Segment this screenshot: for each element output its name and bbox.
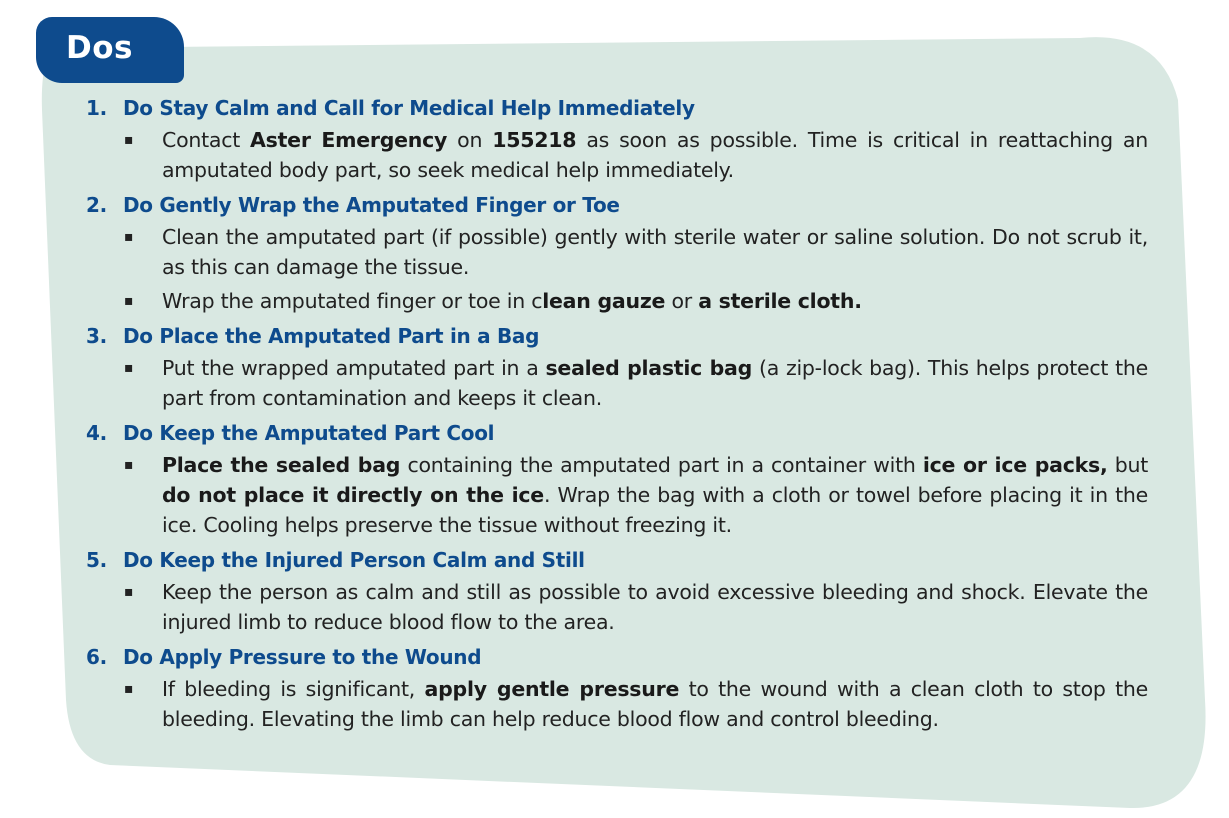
bold-text: apply gentle pressure <box>424 677 680 701</box>
body-text: as soon as possible. Time is critical in reattaching an amputated body part, so seek medical help immediately. <box>162 128 1148 182</box>
bullet-square-icon: ▪ <box>124 457 134 473</box>
bullet-square-icon: ▪ <box>124 132 134 148</box>
body-text: Contact <box>162 128 251 152</box>
bold-text: 155218 <box>492 128 577 152</box>
step-number: 4. <box>86 421 107 445</box>
body-text: . Wrap the bag with a cloth or towel before placing it in the ice. Cooling helps preserve the tissue without freezing it. <box>162 483 1148 537</box>
body-text: containing the amputated part in a container with <box>400 453 923 477</box>
step-6 <box>86 641 1148 734</box>
step-heading-text: Do Gently Wrap the Amputated Finger or Toe <box>123 193 620 217</box>
bold-text: Place the sealed bag <box>162 453 401 477</box>
body-text: (a zip-lock bag). This helps protect the part from contamination and keeps it clean. <box>162 356 1148 410</box>
bold-text: do not place it directly on the ice <box>162 483 544 507</box>
bullet-list <box>86 674 1148 734</box>
body-text: but <box>1107 453 1149 477</box>
dos-title-tab <box>36 17 184 83</box>
bullet-item <box>86 125 1148 185</box>
step-1 <box>86 92 1148 185</box>
step-heading <box>86 92 1148 125</box>
bullet-square-icon: ▪ <box>124 360 134 376</box>
bullet-list <box>86 222 1148 316</box>
bullet-item <box>86 286 1148 316</box>
bullet-square-icon: ▪ <box>124 229 134 245</box>
step-5 <box>86 544 1148 637</box>
step-4 <box>86 417 1148 540</box>
bullet-item <box>86 577 1148 637</box>
bullet-item <box>86 450 1148 540</box>
bold-text: ice or ice packs, <box>922 453 1108 477</box>
step-2 <box>86 189 1148 316</box>
bullet-square-icon: ▪ <box>124 584 134 600</box>
step-number: 3. <box>86 324 107 348</box>
step-heading-text: Do Place the Amputated Part in a Bag <box>123 324 540 348</box>
step-heading <box>86 417 1148 450</box>
step-heading-text: Do Apply Pressure to the Wound <box>123 645 482 669</box>
bold-text: a sterile cloth. <box>698 289 862 313</box>
bullet-square-icon: ▪ <box>124 681 134 697</box>
step-number: 2. <box>86 193 107 217</box>
bullet-list <box>86 450 1148 540</box>
step-heading-text: Do Keep the Amputated Part Cool <box>123 421 495 445</box>
step-number: 5. <box>86 548 107 572</box>
body-text: Put the wrapped amputated part in a <box>162 356 546 380</box>
step-number: 6. <box>86 645 107 669</box>
step-heading <box>86 189 1148 222</box>
body-text: or <box>665 289 699 313</box>
dos-list <box>86 92 1148 738</box>
body-text: to the wound with a clean cloth to stop the bleeding. Elevating the limb can help reduce blood flow and control bleeding. <box>162 677 1148 731</box>
step-heading-text: Do Keep the Injured Person Calm and Still <box>123 548 585 572</box>
body-text: Clean the amputated part (if possible) gently with sterile water or saline solution. Do not scrub it, as this can damage the tissue. <box>162 225 1148 279</box>
bullet-list <box>86 125 1148 185</box>
bullet-item <box>86 353 1148 413</box>
bold-text: sealed plastic bag <box>545 356 753 380</box>
step-heading <box>86 320 1148 353</box>
body-text: Wrap the amputated finger or toe in c <box>162 289 543 313</box>
bullet-list <box>86 577 1148 637</box>
bold-text: Aster Emergency <box>250 128 448 152</box>
bold-text: lean gauze <box>542 289 666 313</box>
step-heading <box>86 641 1148 674</box>
bullet-list <box>86 353 1148 413</box>
bullet-square-icon: ▪ <box>124 293 134 309</box>
step-heading-text: Do Stay Calm and Call for Medical Help Immediately <box>123 96 695 120</box>
body-text: If bleeding is significant, <box>162 677 425 701</box>
step-number: 1. <box>86 96 107 120</box>
body-text: on <box>447 128 493 152</box>
body-text: Keep the person as calm and still as possible to avoid excessive bleeding and shock. Elevate the injured limb to reduce blood flow to the area. <box>162 580 1148 634</box>
page-title: Dos <box>66 30 133 66</box>
step-3 <box>86 320 1148 413</box>
bullet-item <box>86 222 1148 282</box>
step-heading <box>86 544 1148 577</box>
bullet-item <box>86 674 1148 734</box>
